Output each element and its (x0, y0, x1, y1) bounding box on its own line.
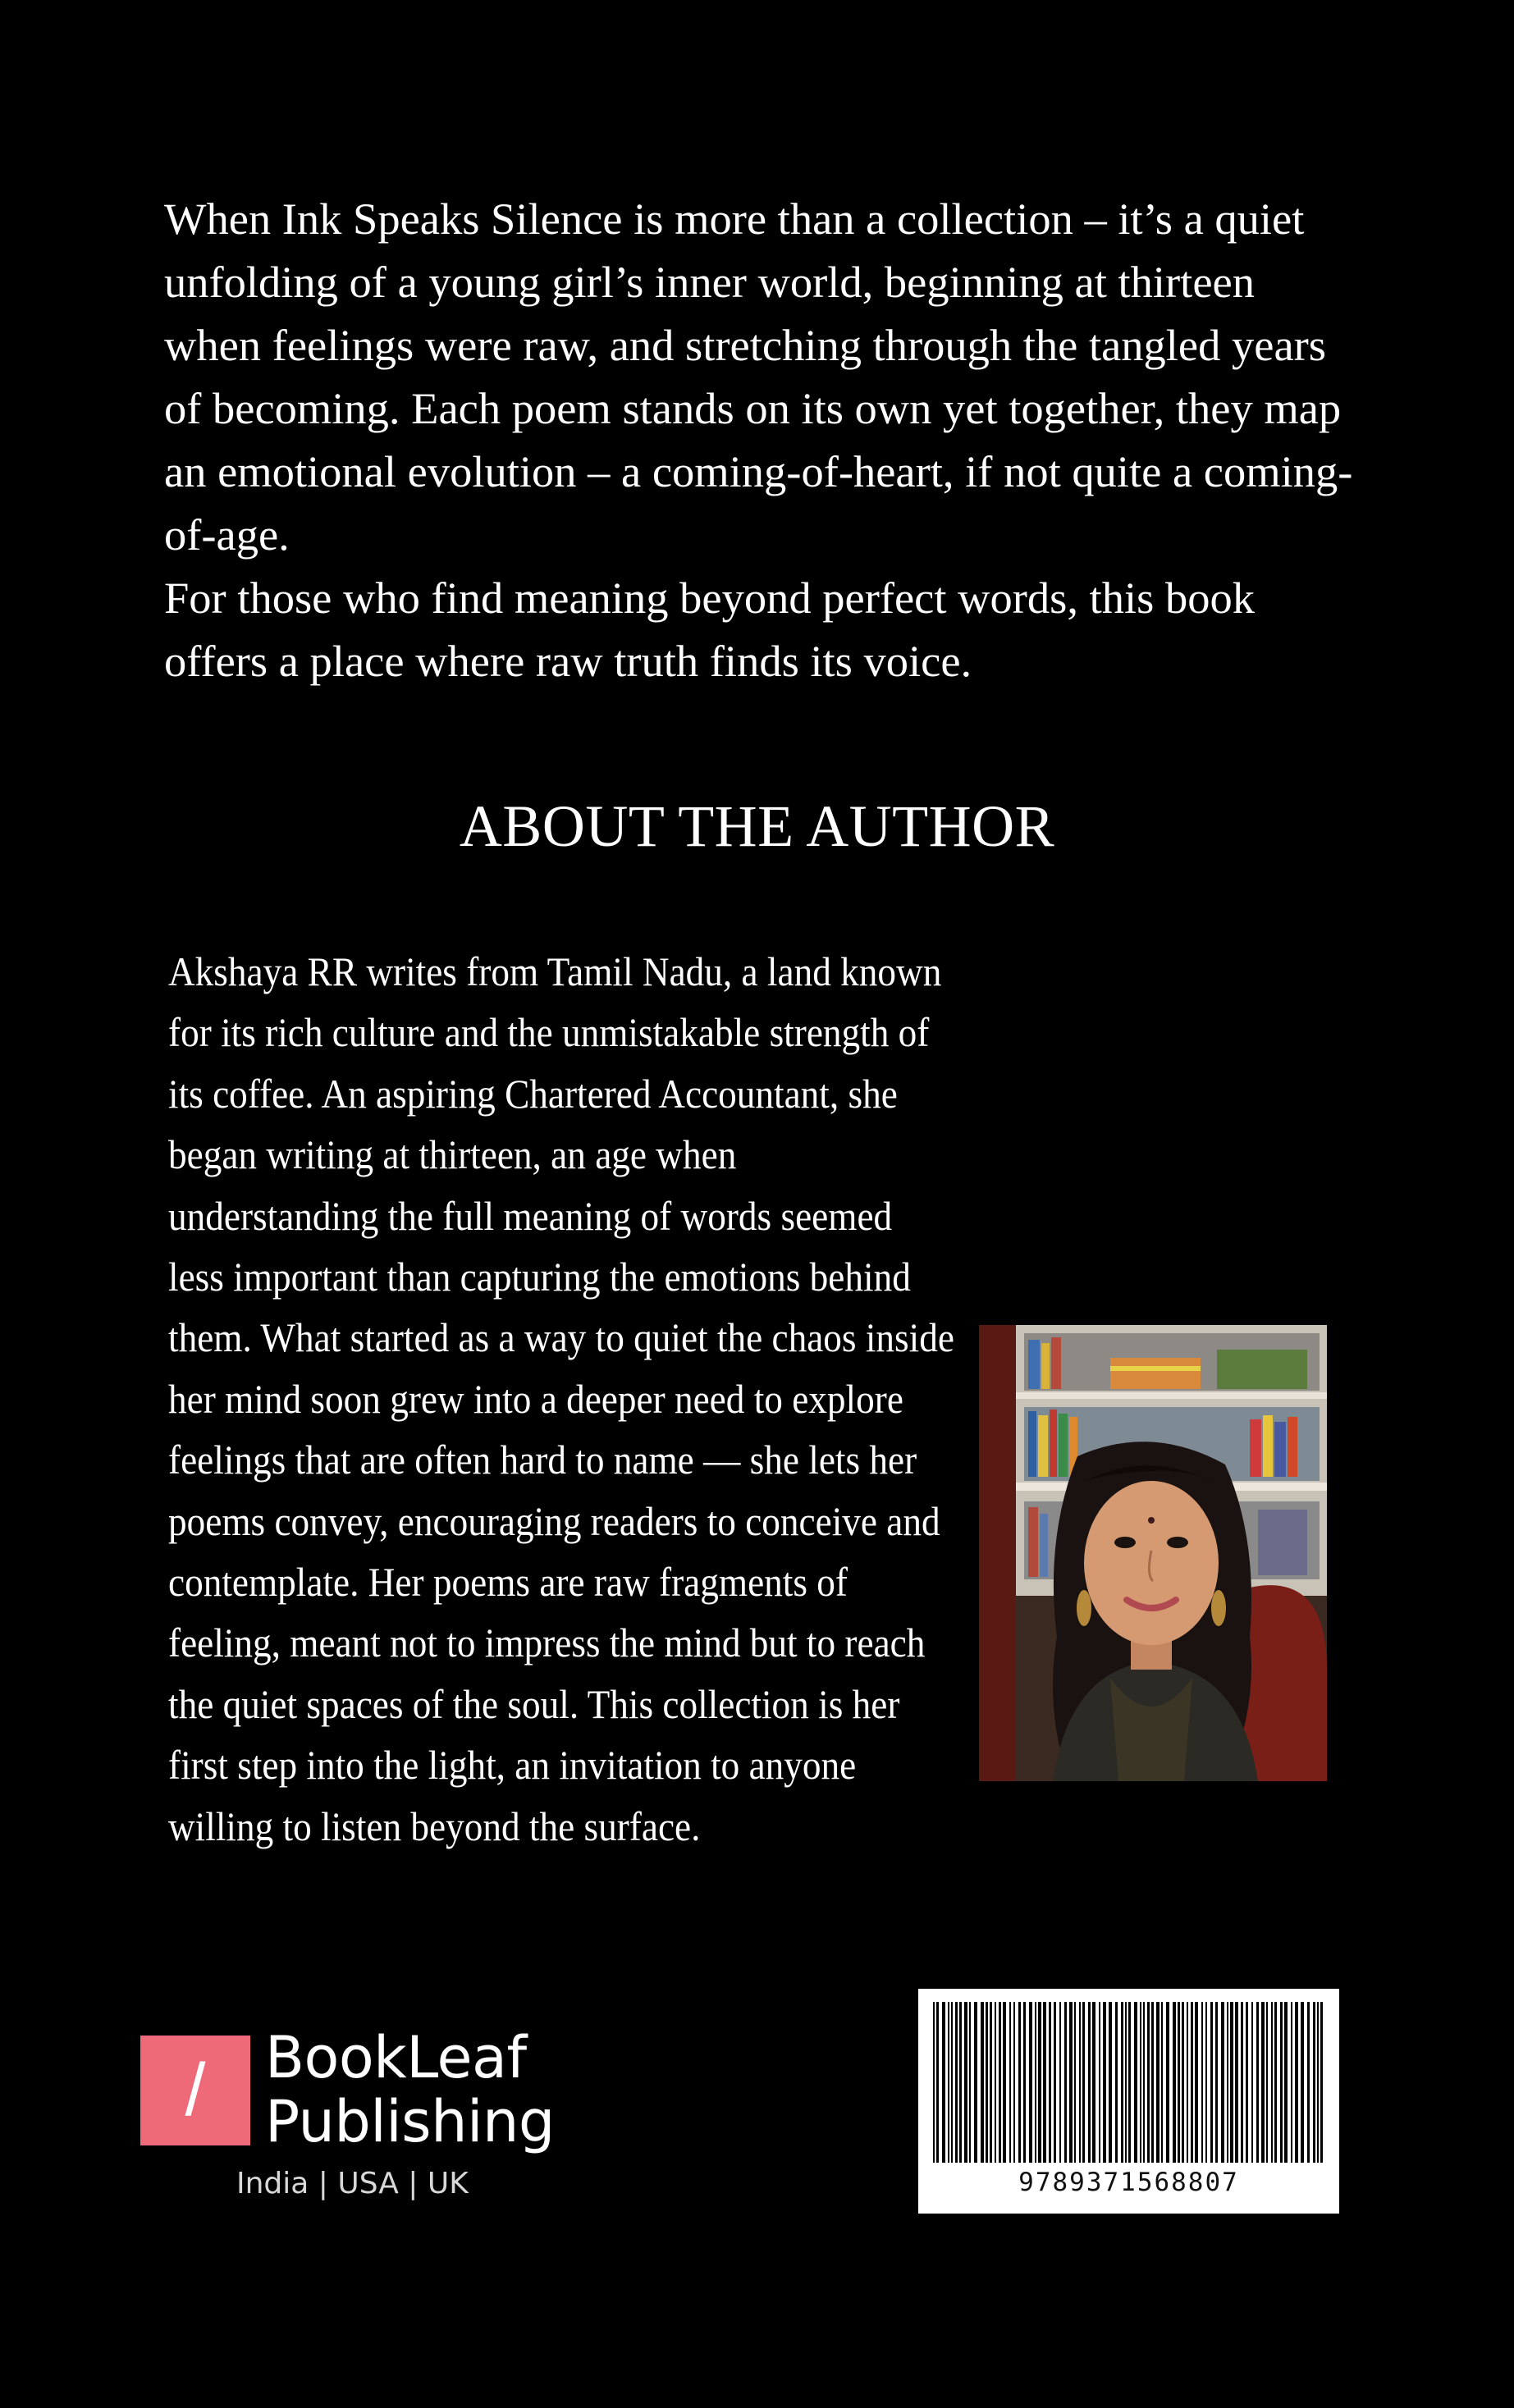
barcode-bar (1241, 2002, 1243, 2163)
barcode-bar (1009, 2002, 1011, 2163)
barcode-bar (1134, 2002, 1137, 2163)
barcode-bar (1284, 2002, 1288, 2163)
barcode-bar (1221, 2002, 1224, 2163)
isbn-barcode (918, 1989, 1339, 2214)
barcode-bar (1069, 2002, 1073, 2163)
barcode-bar (1166, 2002, 1169, 2163)
barcode-bar (1029, 2002, 1032, 2163)
barcode-bar (1156, 2002, 1160, 2163)
author-portrait-illustration (979, 1325, 1327, 1781)
barcode-bar (951, 2002, 953, 2163)
barcode-bar (1147, 2002, 1150, 2163)
barcode-bar (986, 2002, 988, 2163)
barcode-bar (1187, 2002, 1188, 2163)
barcode-bar (1215, 2002, 1218, 2163)
barcode-bar (1195, 2002, 1198, 2163)
barcode-bar (933, 2002, 935, 2163)
barcode-bar (1227, 2002, 1228, 2163)
blurb-paragraph-1: When Ink Speaks Silence is more than a collection – it’s a quiet unfolding of a young girl’s inner world, beginning at thirteen when feelings were raw, and stretching through the tangled years of becoming. Each poem stands on its own yet together, they map an emotional evolution – a coming-of-heart, if not quite a coming-of-age. (164, 194, 1353, 560)
barcode-bar (1295, 2002, 1298, 2163)
isbn-number: 9789371568807 (1018, 2168, 1239, 2197)
barcode-bar (1109, 2002, 1112, 2163)
barcode-bar (999, 2002, 1001, 2163)
barcode-bar (1043, 2002, 1046, 2163)
barcode-bar (1178, 2002, 1180, 2163)
author-photo (979, 1325, 1327, 1781)
barcode-bar (1079, 2002, 1081, 2163)
about-author-heading: ABOUT THE AUTHOR (459, 793, 1055, 859)
publisher-name (265, 2026, 555, 2154)
barcode-bar (1023, 2002, 1026, 2163)
barcode-bar (1099, 2002, 1100, 2163)
barcode-bar (1230, 2002, 1233, 2163)
barcode-bar (936, 2002, 939, 2163)
barcode-bar (1038, 2002, 1041, 2163)
author-bio: Akshaya RR writes from Tamil Nadu, a land known for its rich culture and the unmistakable strength of its coffee. An aspiring Chartered Accountant, she began writing at thirteen, an age when understanding the full meaning of words seemed less important than capturing the emotions behind them. What started as a way to quiet the chaos inside her mind soon grew into a deeper need to explore feelings that are often hard to name — she lets her poems convey, encouraging readers to conceive and contemplate. Her poems are raw fragments of feeling, meant not to impress the mind but to reach the quiet spaces of the soul. This collection is her first step into the light, an invitation to anyone willing to listen beyond the surface. (168, 948, 954, 1849)
barcode-bar (1054, 2002, 1056, 2163)
barcode-bar (1261, 2002, 1265, 2163)
barcode-bar (1143, 2002, 1145, 2163)
barcode-bar (1151, 2002, 1154, 2163)
barcode-bar (1092, 2002, 1095, 2163)
barcode-bar (1251, 2002, 1253, 2163)
publisher-regions: India | USA | UK (236, 2167, 469, 2200)
barcode-bar (1246, 2002, 1248, 2163)
barcode-bar (1115, 2002, 1118, 2163)
barcode-bar (974, 2002, 977, 2163)
publisher-name-line-2: Publishing (265, 2088, 555, 2155)
barcode-bar (1049, 2002, 1051, 2163)
barcode-bar (1035, 2002, 1036, 2163)
barcode-bar (955, 2002, 958, 2163)
barcode-bar (981, 2002, 984, 2163)
barcode-bar (1088, 2002, 1091, 2163)
barcode-bar (1121, 2002, 1123, 2163)
barcode-bar (1128, 2002, 1131, 2163)
barcode-bar (1280, 2002, 1283, 2163)
barcode-bar (1003, 2002, 1006, 2163)
barcode-bar (1140, 2002, 1141, 2163)
barcode-bar (1320, 2002, 1323, 2163)
publisher-name-line-1: BookLeaf (265, 2024, 527, 2091)
barcode-bar (969, 2002, 971, 2163)
barcode-bar (1059, 2002, 1061, 2163)
barcode-bar (1064, 2002, 1067, 2163)
barcode-bar (1103, 2002, 1106, 2163)
barcode-bar (1125, 2002, 1127, 2163)
barcode-bar (1266, 2002, 1268, 2163)
barcode-bar (1074, 2002, 1076, 2163)
publisher-logo (140, 2024, 567, 2216)
barcode-bar (1307, 2002, 1310, 2163)
barcode-bar (1291, 2002, 1292, 2163)
barcode-bar (1082, 2002, 1085, 2163)
barcode-bar (1191, 2002, 1193, 2163)
barcode-bar (1161, 2002, 1163, 2163)
barcode-bar (1205, 2002, 1207, 2163)
barcode-bar (1013, 2002, 1015, 2163)
barcode-bar (1018, 2002, 1021, 2163)
slash-icon: / (185, 2049, 206, 2132)
barcode-bar (948, 2002, 949, 2163)
back-cover-blurb (164, 187, 1362, 692)
barcode-bar (1313, 2002, 1315, 2163)
barcode-bar (1201, 2002, 1203, 2163)
barcode-bar (1274, 2002, 1277, 2163)
barcode-bar (1235, 2002, 1238, 2163)
barcode-bar (1271, 2002, 1273, 2163)
barcode-bar (1182, 2002, 1184, 2163)
barcode-bar (942, 2002, 945, 2163)
barcode-bar (1173, 2002, 1176, 2163)
barcode-bar (995, 2002, 996, 2163)
barcode-bar (1301, 2002, 1304, 2163)
barcode-bar (1256, 2002, 1259, 2163)
barcode-bar (1210, 2002, 1213, 2163)
barcode-bar (959, 2002, 962, 2163)
blurb-paragraph-2: For those who find meaning beyond perfect words, this book offers a place where raw truth finds its voice. (164, 573, 1255, 686)
barcode-bar (990, 2002, 992, 2163)
publisher-logo-mark (140, 2036, 250, 2145)
barcode-bar (964, 2002, 967, 2163)
barcode-bar (1317, 2002, 1319, 2163)
